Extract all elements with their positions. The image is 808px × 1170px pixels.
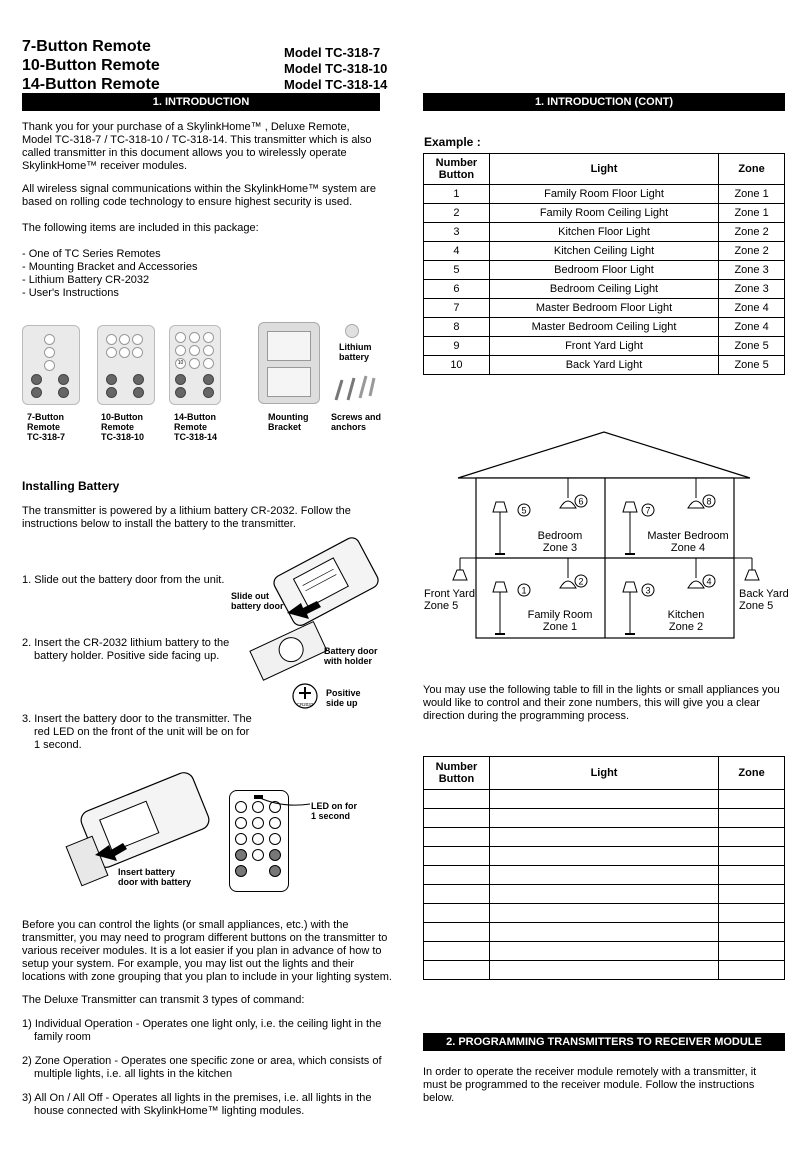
intro-p3: The following items are included in this package: xyxy=(22,222,259,234)
table-row[interactable] xyxy=(424,866,785,885)
cell: Zone 4 xyxy=(719,318,785,337)
cell[interactable] xyxy=(424,809,490,828)
cell: Bedroom Ceiling Light xyxy=(489,280,718,299)
command-2: 2) Zone Operation - Operates one specific zone or area, which consists of multiple lights, i.e. all lights in the kitchen xyxy=(22,1055,382,1080)
header-line: Button xyxy=(438,169,475,181)
command-3: 3) All On / All Off - Operates all lights in the premises, i.e. all lights in the house connected with SkylinkHome™ lighting modules. xyxy=(22,1092,372,1117)
intro-heading: 1. INTRODUCTION xyxy=(22,93,380,111)
cell[interactable] xyxy=(719,809,785,828)
header-line: Button xyxy=(438,773,475,785)
cell: Zone 3 xyxy=(719,261,785,280)
title-7-button: 7-Button Remote xyxy=(22,38,151,55)
zone-label: Zone 5 xyxy=(424,600,459,612)
cell[interactable] xyxy=(489,790,718,809)
col-light: Light xyxy=(489,757,718,790)
cell[interactable] xyxy=(489,942,718,961)
remote-label-line: 14-Button xyxy=(174,412,216,422)
battery-image xyxy=(345,324,359,338)
example-table xyxy=(423,153,785,375)
battery-heading: Installing Battery xyxy=(22,479,120,493)
table-row[interactable] xyxy=(424,847,785,866)
fill-in-intro: You may use the following table to fill in the lights or small appliances you would like to control and their zone numbers, this will give you a clear direction during the programming process. xyxy=(423,684,780,722)
led-pointer xyxy=(258,792,314,812)
screws-label-line: anchors xyxy=(331,422,367,432)
yard-label: Front Yard xyxy=(424,588,475,600)
battery-step-1: 1. Slide out the battery door from the unit. xyxy=(22,574,225,586)
zone-label: Zone 5 xyxy=(739,600,774,612)
cell: 5 xyxy=(424,261,490,280)
cell[interactable] xyxy=(489,847,718,866)
remote-label-line: Remote xyxy=(101,422,135,432)
cell: 8 xyxy=(424,318,490,337)
cell: Zone 3 xyxy=(719,280,785,299)
cell: Bedroom Floor Light xyxy=(489,261,718,280)
cell[interactable] xyxy=(719,942,785,961)
model-10: Model TC-318-10 xyxy=(284,61,388,76)
cell[interactable] xyxy=(424,923,490,942)
cell: Kitchen Floor Light xyxy=(489,223,718,242)
table-row xyxy=(424,223,785,242)
cell: Master Bedroom Floor Light xyxy=(489,299,718,318)
front-yard-light-icon xyxy=(453,570,467,580)
remote-label-line: TC-318-14 xyxy=(174,432,218,442)
remote-label-line: TC-318-7 xyxy=(27,432,66,442)
remote-14-label xyxy=(174,412,217,442)
cell[interactable] xyxy=(424,828,490,847)
model-7: Model TC-318-7 xyxy=(284,45,381,60)
table-row xyxy=(424,185,785,204)
col-number-button xyxy=(424,154,490,185)
coin-label: CR2032 xyxy=(296,702,314,707)
remote-10-label xyxy=(101,412,144,442)
cell: Back Yard Light xyxy=(489,356,718,375)
cell[interactable] xyxy=(719,847,785,866)
zone-label: Zone 1 xyxy=(542,621,578,633)
positive-label-line: Positive xyxy=(326,688,361,698)
table-row[interactable] xyxy=(424,790,785,809)
cell: Master Bedroom Ceiling Light xyxy=(489,318,718,337)
cell: 6 xyxy=(424,280,490,299)
remote-10-image xyxy=(97,325,155,405)
table-row xyxy=(424,337,785,356)
led-label-line: 1 second xyxy=(311,811,351,821)
battery-intro: The transmitter is powered by a lithium battery CR-2032. Follow the instructions below to install the battery to the transmitter. xyxy=(22,505,351,530)
cell[interactable] xyxy=(489,923,718,942)
table-row xyxy=(424,261,785,280)
cell[interactable] xyxy=(424,847,490,866)
room-label: Kitchen xyxy=(667,609,705,621)
table-row[interactable] xyxy=(424,904,785,923)
room-label: Bedroom xyxy=(537,530,583,542)
cell[interactable] xyxy=(424,885,490,904)
insert-door-label xyxy=(118,867,191,887)
programming-p1: In order to operate the receiver module remotely with a transmitter, it must be programmed to the receiver module. Follow the instructions below. xyxy=(423,1066,757,1104)
battery-label-line: Lithium xyxy=(339,342,372,352)
program-p2: The Deluxe Transmitter can transmit 3 types of command: xyxy=(22,994,305,1006)
room-label: Master Bedroom xyxy=(647,530,729,542)
fill-in-table xyxy=(423,756,785,980)
table-row[interactable] xyxy=(424,809,785,828)
header-line: Number xyxy=(435,761,478,773)
battery-door-label-line: with holder xyxy=(324,656,372,666)
example-label: Example : xyxy=(424,135,481,149)
bracket-label xyxy=(268,412,308,432)
cell[interactable] xyxy=(719,885,785,904)
title-14-button: 14-Button Remote xyxy=(22,76,160,93)
yard-label: Back Yard xyxy=(739,588,789,600)
remote-14-image xyxy=(169,325,221,405)
cell: Kitchen Ceiling Light xyxy=(489,242,718,261)
cell[interactable] xyxy=(719,828,785,847)
cell: 4 xyxy=(424,242,490,261)
remote-label-line: Remote xyxy=(27,422,61,432)
battery-holder-illustration xyxy=(243,620,333,715)
cell: Zone 4 xyxy=(719,299,785,318)
battery-step-2: 2. Insert the CR-2032 lithium battery to the battery holder. Positive side facing up. xyxy=(22,637,230,662)
cell: Zone 5 xyxy=(719,356,785,375)
light-number: 5 xyxy=(521,505,527,516)
led-label xyxy=(311,801,357,821)
command-1: 1) Individual Operation - Operates one light only, i.e. the ceiling light in the family room xyxy=(22,1018,382,1043)
insert-label-line: Insert battery xyxy=(118,867,176,877)
col-light: Light xyxy=(489,154,718,185)
cell[interactable] xyxy=(719,923,785,942)
cell: 10 xyxy=(424,356,490,375)
intro-cont-heading: 1. INTRODUCTION (CONT) xyxy=(423,93,785,111)
positive-side-label xyxy=(326,688,361,708)
cell[interactable] xyxy=(489,961,718,980)
package-item: - Lithium Battery CR-2032 xyxy=(22,274,150,286)
col-zone: Zone xyxy=(719,757,785,790)
remote-label-line: 10-Button xyxy=(101,412,143,422)
zone-label: Zone 4 xyxy=(670,542,706,554)
light-number: 4 xyxy=(706,576,712,587)
battery-label xyxy=(339,342,372,362)
cell: Family Room Floor Light xyxy=(489,185,718,204)
remote-7-label xyxy=(27,412,65,442)
intro-p2: All wireless signal communications within the SkylinkHome™ system are based on rolling code technology to ensure highest security is used. xyxy=(22,183,376,208)
bracket-label-line: Mounting xyxy=(268,412,309,422)
cell: Zone 2 xyxy=(719,242,785,261)
screws-image xyxy=(330,372,378,404)
col-zone: Zone xyxy=(719,154,785,185)
table-row[interactable] xyxy=(424,942,785,961)
package-list xyxy=(22,248,382,300)
light-number: 3 xyxy=(645,585,651,596)
table-row xyxy=(424,356,785,375)
cell: Zone 5 xyxy=(719,337,785,356)
cell: 1 xyxy=(424,185,490,204)
intro-p1: Thank you for your purchase of a SkylinkHome™ , Deluxe Remote, Model TC-318-7 / TC-318-10 / TC-318-14. This transmitter which is also called transmitter in this document allows you to wirelessly operate SkylinkHome™ receiver modules. xyxy=(22,121,372,172)
table-row[interactable] xyxy=(424,961,785,980)
light-number: 6 xyxy=(578,496,584,507)
battery-door-label xyxy=(324,646,378,666)
room-label: Family Room xyxy=(527,609,593,621)
cell: Zone 2 xyxy=(719,223,785,242)
remote-label-line: TC-318-10 xyxy=(101,432,145,442)
btn-10-glyph: 10 xyxy=(175,358,186,369)
mounting-bracket-image xyxy=(258,322,320,404)
remote-7-image xyxy=(22,325,80,405)
light-number: 8 xyxy=(706,496,712,507)
screws-label xyxy=(331,412,381,432)
table-row[interactable] xyxy=(424,885,785,904)
cell[interactable] xyxy=(489,866,718,885)
cell: 9 xyxy=(424,337,490,356)
zone-label: Zone 2 xyxy=(668,621,704,633)
cell[interactable] xyxy=(424,790,490,809)
back-yard-light-icon xyxy=(745,570,759,580)
cell[interactable] xyxy=(424,904,490,923)
slide-door-label-line: Slide out xyxy=(231,591,269,601)
table-row xyxy=(424,280,785,299)
header-line: Number xyxy=(435,157,478,169)
table-row[interactable] xyxy=(424,828,785,847)
zone-label: Zone 3 xyxy=(542,542,578,554)
cell[interactable] xyxy=(424,942,490,961)
cell[interactable] xyxy=(719,961,785,980)
positive-label-line: side up xyxy=(326,698,358,708)
light-number: 1 xyxy=(521,585,527,596)
table-header-row xyxy=(424,757,785,790)
cell[interactable] xyxy=(489,904,718,923)
table-row xyxy=(424,242,785,261)
battery-step-3: 3. Insert the battery door to the transmitter. The red LED on the front of the unit will be on for 1 second. xyxy=(22,713,252,751)
cell[interactable] xyxy=(489,828,718,847)
remote-label-line: 7-Button xyxy=(27,412,64,422)
table-row xyxy=(424,204,785,223)
cell[interactable] xyxy=(719,866,785,885)
light-number: 7 xyxy=(645,505,651,516)
title-block xyxy=(22,37,160,94)
table-row[interactable] xyxy=(424,923,785,942)
battery-door-label-line: Battery door xyxy=(324,646,378,656)
programming-heading: 2. PROGRAMMING TRANSMITTERS TO RECEIVER MODULE xyxy=(423,1033,785,1051)
cell[interactable] xyxy=(424,961,490,980)
cell: Zone 1 xyxy=(719,185,785,204)
bracket-label-line: Bracket xyxy=(268,422,302,432)
cell[interactable] xyxy=(489,885,718,904)
cell[interactable] xyxy=(489,809,718,828)
table-row xyxy=(424,299,785,318)
package-item: - Mounting Bracket and Accessories xyxy=(22,261,198,273)
package-item: - One of TC Series Remotes xyxy=(22,248,161,260)
insert-label-line: door with battery xyxy=(118,877,192,887)
cell: Family Room Ceiling Light xyxy=(489,204,718,223)
col-number-button xyxy=(424,757,490,790)
led-label-line: LED on for xyxy=(311,801,357,811)
cell[interactable] xyxy=(719,904,785,923)
cell: Front Yard Light xyxy=(489,337,718,356)
roof xyxy=(458,432,750,478)
cell: 3 xyxy=(424,223,490,242)
cell[interactable] xyxy=(719,790,785,809)
model-14: Model TC-318-14 xyxy=(284,77,388,92)
slide-door-label-line: battery door xyxy=(231,601,284,611)
slide-door-label xyxy=(231,591,284,611)
table-header-row xyxy=(424,154,785,185)
table-row xyxy=(424,318,785,337)
cell: 7 xyxy=(424,299,490,318)
cell[interactable] xyxy=(424,866,490,885)
title-10-button: 10-Button Remote xyxy=(22,57,160,74)
cell: 2 xyxy=(424,204,490,223)
cell: Zone 1 xyxy=(719,204,785,223)
program-p1: Before you can control the lights (or small appliances, etc.) with the transmitter, you may need to program different buttons on the transmitter to various receiver modules. It is a lot easier if you plan in advance of how to setup your system. For example, you may list out the lights and their locations with zone grouping that you plan to include in your lighting system. xyxy=(22,919,392,983)
package-item: - User's Instructions xyxy=(22,287,119,299)
battery-label-line: battery xyxy=(339,352,370,362)
house-diagram xyxy=(418,428,798,648)
light-number: 2 xyxy=(578,576,584,587)
remote-label-line: Remote xyxy=(174,422,208,432)
model-block xyxy=(284,45,387,93)
screws-label-line: Screws and xyxy=(331,412,382,422)
